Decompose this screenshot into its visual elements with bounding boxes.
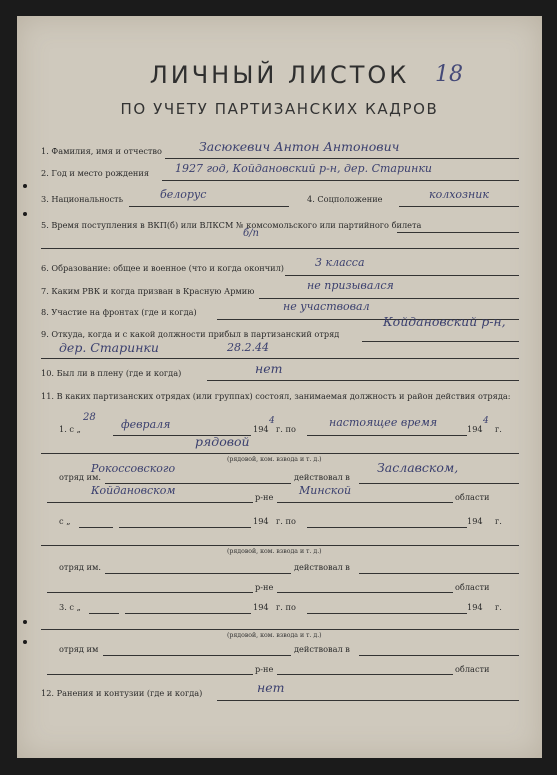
entry-2-year: 194 [253,516,269,526]
entry-2-rank-hint: (рядовой, ком. взвода и т. д.) [227,548,322,555]
entry-1-region-line [277,502,453,503]
field-7-value: не призывался [307,279,394,292]
entry-1-deistvoval: действовал в [294,472,350,482]
entry-2-deistvoval: действовал в [294,562,350,572]
field-7-label: 7. Каким РВК и когда призван в Красную Армию [41,286,255,296]
field-9-value-3: 28.2.44 [227,341,269,354]
field-4-label: 4. Соцположение [307,194,383,204]
entry-2-place-line [359,573,519,574]
entry-3-until-line [307,613,467,614]
entry-3-rank-line [41,629,519,630]
entry-2-until-line [307,527,467,528]
entry-1-region: Минской [299,484,352,497]
field-2-line [162,180,519,181]
entry-2-district-line [47,592,253,593]
field-10-value: нет [255,361,283,376]
field-5-line-a [397,232,519,233]
entry-3-prefix: 3. с „ [59,602,81,612]
entry-2-year2: 194 [467,516,483,526]
field-3-label: 3. Национальность [41,194,124,204]
entry-2-po: г. по [276,516,296,526]
entry-1-district: Койдановском [91,484,176,497]
entry-3-year2: 194 [467,602,483,612]
field-6-line [285,275,519,276]
entry-1-day: 28 [83,412,96,423]
entry-2-oblasti: области [455,582,490,592]
entry-2-month-line [119,527,251,528]
entry-2-otryad-label: отряд им. [59,562,101,572]
entry-1-place: Заславском, [377,460,459,475]
form-title: ЛИЧНЫЙ ЛИСТОК [149,61,410,89]
entry-3-otryad-label: отряд им [59,644,99,654]
entry-1-year-digit: 4 [269,416,275,426]
entry-3-place-line [359,655,519,656]
entry-3-deistvoval: действовал в [294,644,350,654]
entry-3-month-line [125,613,251,614]
binder-hole [23,640,27,644]
field-12-value: нет [257,680,285,695]
field-4-line [399,206,519,207]
entry-2-day-line [79,527,113,528]
field-1-line [165,158,519,159]
entry-1-rank-line [41,453,519,454]
entry-1-month: февраля [121,418,171,431]
entry-3-district-line [47,674,253,675]
field-5-label: 5. Время поступления в ВКП(б) или ВЛКСМ № комсомольского или партийного билета [41,220,422,230]
entry-1-until: настоящее время [329,416,438,429]
field-10-line [207,380,519,381]
entry-1-until-line [307,435,467,436]
field-9-line-b [41,358,519,359]
entry-3-po: г. по [276,602,296,612]
field-12-line [217,700,519,701]
field-9-label: 9. Откуда, когда и с какой должности прибыл в партизанский отряд [41,329,340,339]
binder-hole [23,212,27,216]
field-5-value: б/п [243,228,259,239]
form-subtitle: ПО УЧЕТУ ПАРТИЗАНСКИХ КАДРОВ [120,100,439,118]
field-9-line-a [362,341,519,342]
field-4-value: колхозник [429,188,489,201]
entry-2-g: г. [495,516,502,526]
document-sheet [17,16,542,758]
entry-2-rne: р-не [255,582,274,592]
entry-1-rank-hint: (рядовой, ком. взвода и т. д.) [227,456,322,463]
field-8-label: 8. Участие на фронтах (где и когда) [41,307,197,317]
entry-1-year-prefix: 194 [253,424,269,434]
field-2-value: 1927 год, Койдановский р-н, дер. Старинки [175,162,432,175]
field-9-value-1: Койдановский р-н, [383,314,506,329]
field-1-label: 1. Фамилия, имя и отчество [41,146,162,156]
entry-3-rank-hint: (рядовой, ком. взвода и т. д.) [227,632,322,639]
field-1-value: Засюкевич Антон Антонович [199,139,400,154]
entry-3-g: г. [495,602,502,612]
binder-hole [23,184,27,188]
field-3-line [129,206,289,207]
field-9-value-2: дер. Старинки [59,340,159,355]
field-5-line-b [41,248,519,249]
entry-3-year: 194 [253,602,269,612]
field-3-value: белорус [160,188,207,201]
field-7-line [259,298,519,299]
entry-1-district-line [47,502,253,503]
entry-1-rank: рядовой [195,434,250,449]
field-2-label: 2. Год и место рождения [41,168,149,178]
entry-1-rne: р-не [255,492,274,502]
entry-1-otryad-label: отряд им. [59,472,101,482]
entry-1-prefix: 1. с „ [59,424,81,434]
corner-handwritten-mark: 18 [435,62,463,87]
field-6-value: 3 класса [315,256,365,269]
entry-3-day-line [89,613,119,614]
entry-1-g: г. [495,424,502,434]
entry-3-region-line [277,674,453,675]
entry-2-prefix: с „ [59,516,71,526]
entry-1-year2-digit: 4 [483,416,489,426]
entry-1-place-line [359,483,519,484]
field-12-label: 12. Ранения и контузии (где и когда) [41,688,203,698]
entry-3-rne: р-не [255,664,274,674]
entry-3-otryad-line [103,655,291,656]
entry-1-year2: 194 [467,424,483,434]
entry-2-rank-line [41,545,519,546]
field-10-label: 10. Был ли в плену (где и когда) [41,368,182,378]
entry-2-otryad-line [105,573,291,574]
field-6-label: 6. Образование: общее и военное (что и когда окончил) [41,263,284,273]
field-11-label: 11. В каких партизанских отрядах (или группах) состоял, занимаемая должность и район действия отряда: [41,391,511,401]
field-8-value: не участвовал [283,300,370,313]
entry-1-otryad-value: Рокоссовского [91,462,176,475]
entry-1-oblasti: области [455,492,490,502]
entry-1-po: г. по [276,424,296,434]
entry-3-oblasti: области [455,664,490,674]
entry-2-region-line [277,592,453,593]
binder-hole [23,620,27,624]
